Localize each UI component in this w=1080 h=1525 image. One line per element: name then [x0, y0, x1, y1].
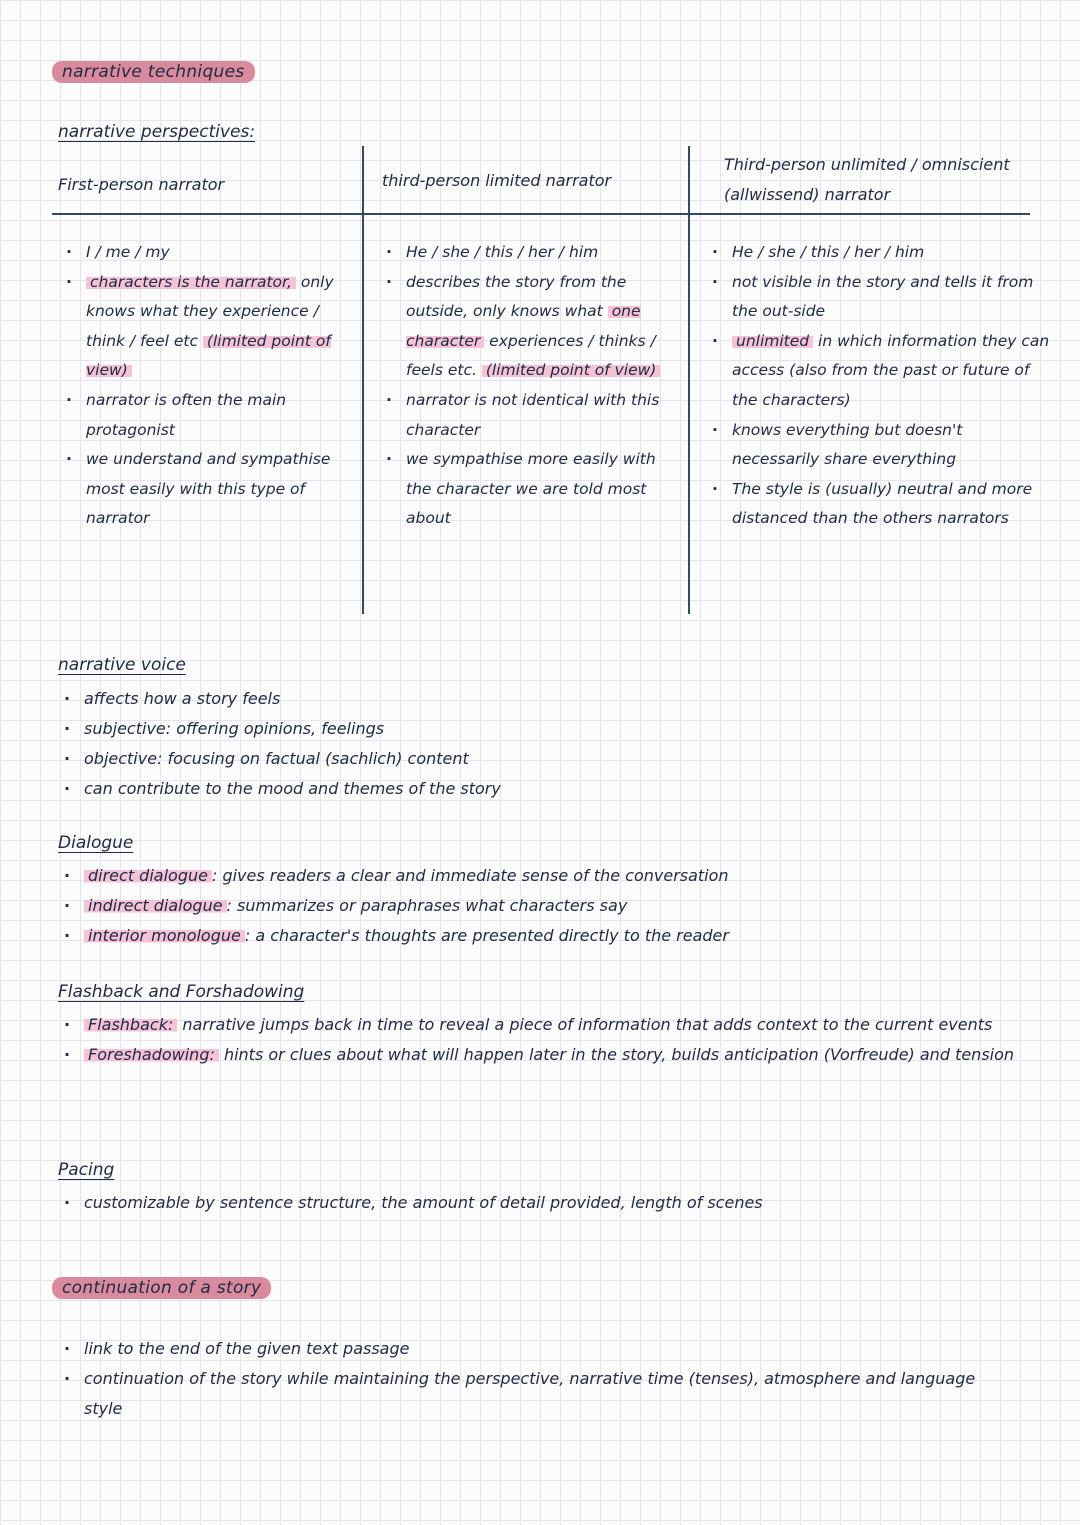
section-title-continuation-text: continuation of a story [52, 1277, 271, 1299]
list-item: · He / she / this / her / him [384, 238, 682, 268]
list-item: · link to the end of the given text passage [58, 1334, 1018, 1364]
list-item: · we sympathise more easily with the character we are told most about [384, 445, 682, 534]
column-header-first-person: First-person narrator [58, 175, 225, 194]
list-item: · we understand and sympathise most easily with this type of narrator [64, 445, 354, 534]
list-item: · unlimited in which information they can access (also from the past or future of the characters) [710, 327, 1050, 416]
list-item: · Flashback: narrative jumps back in time to reveal a piece of information that adds context to the current events [58, 1010, 1018, 1040]
list-item: · narrator is often the main protagonist [64, 386, 354, 445]
column-header-third-limited: third-person limited narrator [382, 171, 612, 190]
page-title-text: narrative techniques [52, 61, 255, 83]
list-item: · customizable by sentence structure, the amount of detail provided, length of scenes [58, 1188, 1048, 1218]
section-heading-perspectives: narrative perspectives: [58, 122, 256, 142]
list-item: · Foreshadowing: hints or clues about what will happen later in the story, builds anticipation (Vorfreude) and tension [58, 1040, 1018, 1070]
list-item: · The style is (usually) neutral and more distanced than the others narrators [710, 475, 1050, 534]
section-heading-pacing: Pacing [58, 1160, 115, 1180]
section-title-continuation [52, 1278, 271, 1298]
column-header-third-unlimited: Third-person unlimited / omniscient (allwissend) narrator [724, 155, 1010, 204]
list-item: · can contribute to the mood and themes of the story [58, 774, 1018, 804]
table-column-divider-1 [362, 146, 364, 614]
flashback-list [58, 1010, 1018, 1070]
list-item: · describes the story from the outside, only knows what one character experiences / thinks / feels etc. (limited point of view) [384, 268, 682, 386]
list-item: · continuation of the story while maintaining the perspective, narrative time (tenses), atmosphere and language style [58, 1364, 1018, 1424]
list-item: · interior monologue : a character's thoughts are presented directly to the reader [58, 921, 1058, 951]
list-item: · direct dialogue : gives readers a clear and immediate sense of the conversation [58, 861, 1058, 891]
list-item: · I / me / my [64, 238, 354, 268]
list-item: · He / she / this / her / him [710, 238, 1050, 268]
list-item: · narrator is not identical with this character [384, 386, 682, 445]
list-item: · objective: focusing on factual (sachlich) content [58, 744, 1018, 774]
section-heading-dialogue: Dialogue [58, 833, 134, 853]
list-item: · not visible in the story and tells it from the out-side [710, 268, 1050, 327]
continuation-list [58, 1334, 1018, 1424]
page-title [52, 62, 255, 82]
list-item: · indirect dialogue : summarizes or paraphrases what characters say [58, 891, 1058, 921]
table-header-divider [52, 213, 1030, 215]
pacing-list [58, 1188, 1048, 1218]
list-item: · affects how a story feels [58, 684, 1018, 714]
dialogue-list [58, 861, 1058, 951]
third-limited-list [384, 238, 682, 534]
section-heading-flashback: Flashback and Forshadowing [58, 982, 305, 1002]
third-unlimited-list [710, 238, 1050, 534]
voice-list [58, 684, 1018, 804]
list-item: · subjective: offering opinions, feelings [58, 714, 1018, 744]
table-column-divider-2 [688, 146, 690, 614]
list-item: · knows everything but doesn't necessarily share everything [710, 416, 1050, 475]
section-heading-voice: narrative voice [58, 655, 186, 675]
first-person-list [64, 238, 354, 534]
list-item: · characters is the narrator, only knows what they experience / think / feel etc (limited point of view) [64, 268, 354, 386]
